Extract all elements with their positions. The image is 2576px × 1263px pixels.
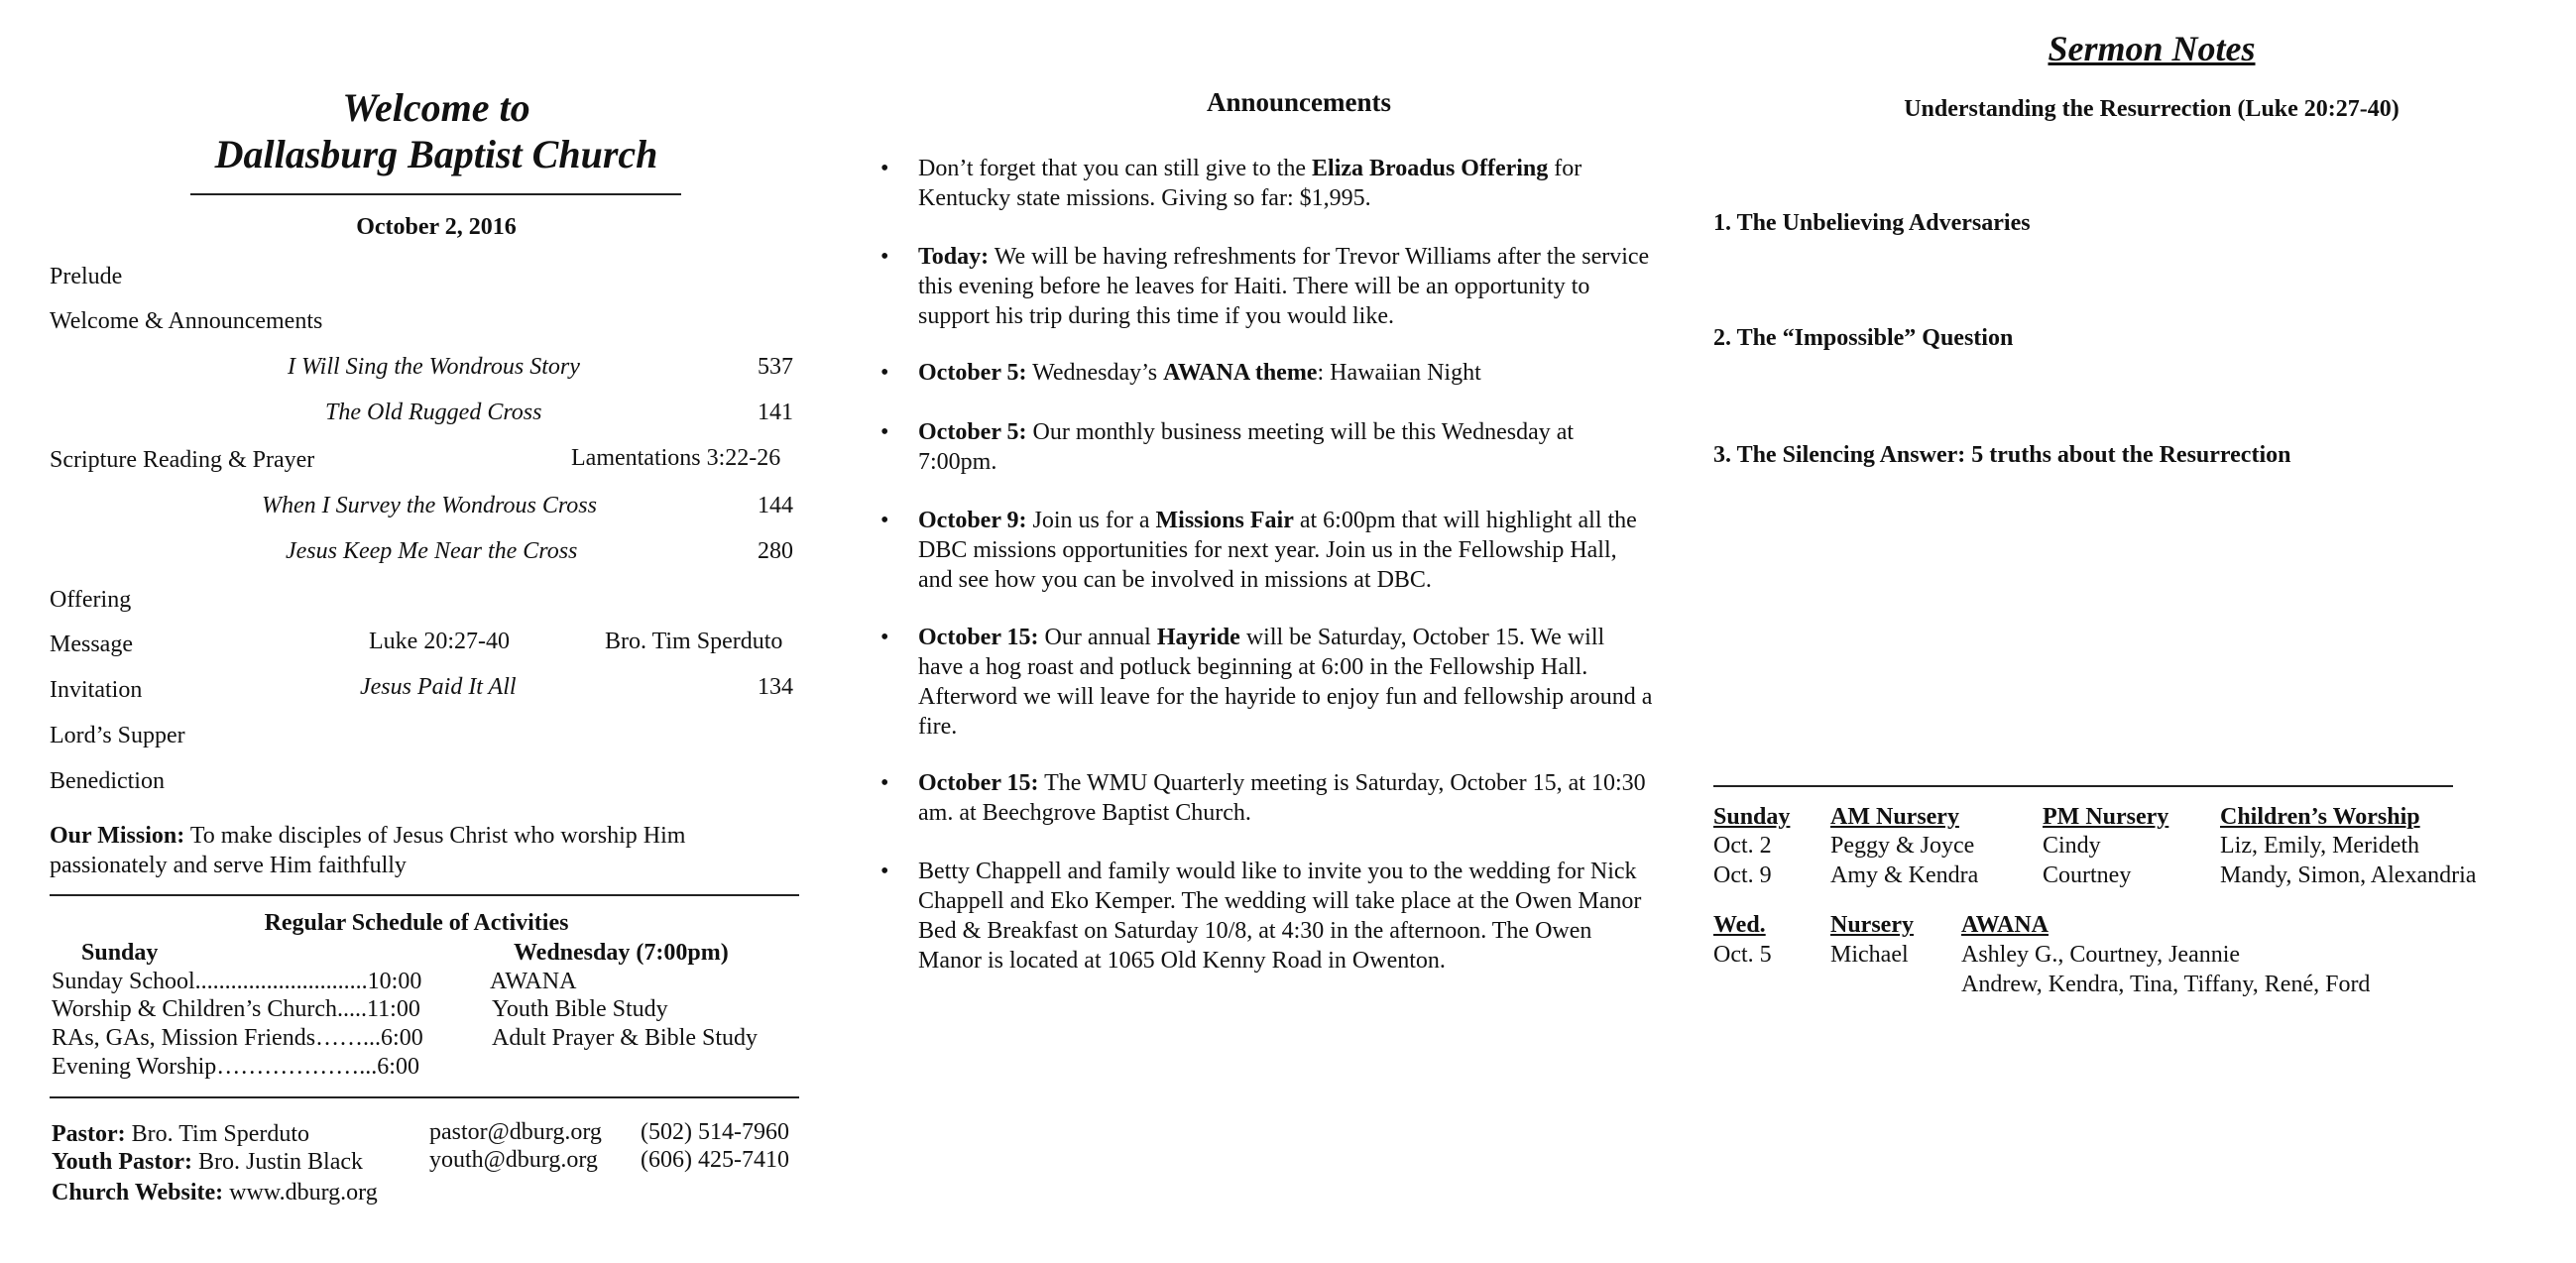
pastor-phone: (502) 514-7960 — [641, 1119, 789, 1145]
table-cell: Cindy — [2043, 833, 2101, 859]
table-cell: Mandy, Simon, Alexandria — [2220, 862, 2477, 888]
bullet-icon: • — [880, 859, 889, 884]
announcement-text: Join us for a — [1026, 508, 1156, 533]
sunday-heading: Sunday — [81, 940, 159, 966]
prelude: Prelude — [50, 264, 123, 289]
announcement-bold: Hayride — [1156, 625, 1240, 650]
sermon-subtitle: Understanding the Resurrection (Luke 20:27-40) — [1904, 96, 2400, 122]
col-header-awana: AWANA — [1961, 912, 2049, 938]
youth-pastor-contact — [52, 1149, 363, 1176]
mission-label: Our Mission: — [50, 823, 185, 849]
youth-email[interactable]: youth@dburg.org — [429, 1147, 598, 1173]
scripture-reading: Scripture Reading & Prayer — [50, 447, 315, 473]
announcement-bold: AWANA theme — [1163, 360, 1318, 386]
announcement-bold: October 5: — [918, 360, 1027, 386]
announcement-bold: Eliza Broadus Offering — [1312, 156, 1549, 181]
bullet-icon: • — [880, 770, 889, 796]
youth-phone: (606) 425-7410 — [641, 1147, 789, 1173]
scripture-reference: Lamentations 3:22-26 — [571, 445, 781, 471]
wednesday-heading: Wednesday (7:00pm) — [514, 940, 729, 966]
message-label: Message — [50, 632, 133, 657]
col-header-childrens-worship: Children’s Worship — [2220, 804, 2420, 830]
announcement-item — [880, 506, 1654, 595]
divider — [50, 1096, 799, 1098]
invitation-label: Invitation — [50, 677, 143, 703]
message-speaker: Bro. Tim Sperduto — [605, 629, 783, 654]
col-header-pm-nursery: PM Nursery — [2043, 804, 2169, 830]
col-header-sunday: Sunday — [1713, 804, 1791, 830]
table-cell: Oct. 5 — [1713, 942, 1772, 968]
announcement-bold: October 9: — [918, 508, 1027, 533]
announcement-bold: Missions Fair — [1155, 508, 1294, 533]
hymn-title: I Will Sing the Wondrous Story — [288, 354, 580, 380]
welcome-title — [188, 84, 684, 177]
sermon-point: 1. The Unbelieving Adversaries — [1713, 210, 2031, 236]
announcement-text: Our monthly business meeting will be this Wednesday at 7:00pm. — [918, 419, 1575, 475]
pastor-email[interactable]: pastor@dburg.org — [429, 1119, 602, 1145]
welcome-announcements: Welcome & Announcements — [50, 308, 323, 334]
table-cell: Liz, Emily, Merideth — [2220, 833, 2420, 859]
table-cell: Andrew, Kendra, Tina, Tiffany, René, Ford — [1961, 972, 2371, 997]
schedule-item: Evening Worship………………...6:00 — [52, 1054, 419, 1080]
schedule-item: Youth Bible Study — [492, 996, 668, 1022]
divider — [1713, 785, 2453, 787]
announcement-item — [880, 242, 1654, 331]
youth-pastor-name: Bro. Justin Black — [192, 1149, 363, 1175]
announcement-item — [880, 417, 1654, 477]
announcement-text: Don’t forget that you can still give to the — [918, 156, 1313, 181]
hymn-title: The Old Rugged Cross — [325, 400, 542, 425]
schedule-item: Sunday School.............................10:00 — [52, 969, 422, 994]
mission-text: To make disciples of Jesus Christ who worship Him passionately and serve Him faithfully — [50, 823, 686, 878]
divider — [190, 193, 681, 195]
announcement-item — [880, 857, 1654, 976]
benediction: Benediction — [50, 768, 165, 794]
announcement-item — [880, 768, 1654, 828]
church-name: Dallasburg Baptist Church — [214, 132, 658, 176]
bullet-icon: • — [880, 156, 889, 181]
col-header-nursery: Nursery — [1830, 912, 1914, 938]
announcement-text: will be Saturday, October 15. We will have a hog roast and potluck beginning at 6:00 in the Fellowship Hall. Afterword we will leave for the hayride to enjoy fun and fellowship around a fire. — [918, 625, 1653, 740]
bullet-icon: • — [880, 360, 889, 386]
bullet-icon: • — [880, 508, 889, 533]
announcement-text: for Kentucky state missions. Giving so far: $1,995. — [918, 156, 1582, 211]
lords-supper: Lord’s Supper — [50, 723, 185, 748]
invitation-hymn: Jesus Paid It All — [360, 674, 517, 700]
sermon-point: 3. The Silencing Answer: 5 truths about the Resurrection — [1713, 442, 2291, 468]
table-cell: Ashley G., Courtney, Jeannie — [1961, 942, 2241, 968]
bullet-icon: • — [880, 244, 889, 270]
schedule-title: Regular Schedule of Activities — [264, 910, 569, 936]
hymn-number: 280 — [758, 538, 793, 564]
col-header-am-nursery: AM Nursery — [1830, 804, 1959, 830]
pastor-label: Pastor: — [52, 1121, 126, 1147]
announcement-bold: Today: — [918, 244, 990, 270]
website-label: Church Website: — [52, 1180, 224, 1206]
hymn-number: 141 — [758, 400, 793, 425]
table-cell: Peggy & Joyce — [1830, 833, 1975, 859]
announcement-bold: October 15: — [918, 770, 1039, 796]
announcement-text: at 6:00pm that will highlight all the DBC missions opportunities for next year. Join us in the Fellowship Hall, and see how you can be involved in missions at DBC. — [918, 508, 1637, 593]
hymn-number: 537 — [758, 354, 793, 380]
bullet-icon: • — [880, 625, 889, 650]
pastor-contact — [52, 1121, 309, 1148]
col-header-wed: Wed. — [1713, 912, 1766, 938]
announcement-item — [880, 358, 1654, 388]
announcement-text: We will be having refreshments for Trevor Williams after the service this evening before he leaves for Haiti. There will be an opportunity to support his trip during this time if you would like. — [918, 244, 1650, 329]
youth-pastor-label: Youth Pastor: — [52, 1149, 192, 1175]
divider — [50, 894, 799, 896]
announcement-text: Betty Chappell and family would like to invite you to the wedding for Nick Chappell and Eko Kemper. The wedding will take place at the Owen Manor Bed & Breakfast on Saturday 10/8, at 4:30 in the afternoon. The Owen Manor is located at 1065 Old Kenny Road in Owenton. — [918, 859, 1642, 974]
announcement-bold: October 5: — [918, 419, 1027, 445]
pastor-name: Bro. Tim Sperduto — [125, 1121, 310, 1147]
website-url[interactable]: www.dburg.org — [223, 1180, 378, 1206]
schedule-item: Adult Prayer & Bible Study — [492, 1025, 758, 1051]
sermon-notes-title: Sermon Notes — [2048, 29, 2256, 68]
offering: Offering — [50, 587, 132, 613]
schedule-item: RAs, GAs, Mission Friends……...6:00 — [52, 1025, 423, 1051]
table-cell: Courtney — [2043, 862, 2132, 888]
church-website — [52, 1180, 378, 1206]
hymn-number: 134 — [758, 674, 793, 700]
announcement-text: Wednesday’s — [1026, 360, 1164, 386]
table-cell: Oct. 2 — [1713, 833, 1772, 859]
schedule-item: AWANA — [490, 969, 577, 994]
announcement-item — [880, 154, 1654, 213]
hymn-number: 144 — [758, 493, 793, 518]
sermon-point: 2. The “Impossible” Question — [1713, 325, 2014, 351]
schedule-item: Worship & Children’s Church.....11:00 — [52, 996, 420, 1022]
table-cell: Amy & Kendra — [1830, 862, 1979, 888]
bullet-icon: • — [880, 419, 889, 445]
announcement-text: : Hawaiian Night — [1317, 360, 1481, 386]
message-reference: Luke 20:27-40 — [369, 629, 510, 654]
hymn-title: Jesus Keep Me Near the Cross — [286, 538, 578, 564]
mission-statement — [50, 821, 783, 880]
announcement-text: The WMU Quarterly meeting is Saturday, October 15, at 10:30 am. at Beechgrove Baptist Church. — [918, 770, 1646, 826]
announcement-item — [880, 623, 1654, 742]
announcement-text: Our annual — [1038, 625, 1157, 650]
welcome-line-1: Welcome to — [342, 85, 530, 130]
table-cell: Oct. 9 — [1713, 862, 1772, 888]
service-date: October 2, 2016 — [356, 214, 517, 240]
hymn-title: When I Survey the Wondrous Cross — [262, 493, 597, 518]
announcements-title: Announcements — [1206, 87, 1392, 117]
announcement-bold: October 15: — [918, 625, 1039, 650]
table-cell: Michael — [1830, 942, 1909, 968]
